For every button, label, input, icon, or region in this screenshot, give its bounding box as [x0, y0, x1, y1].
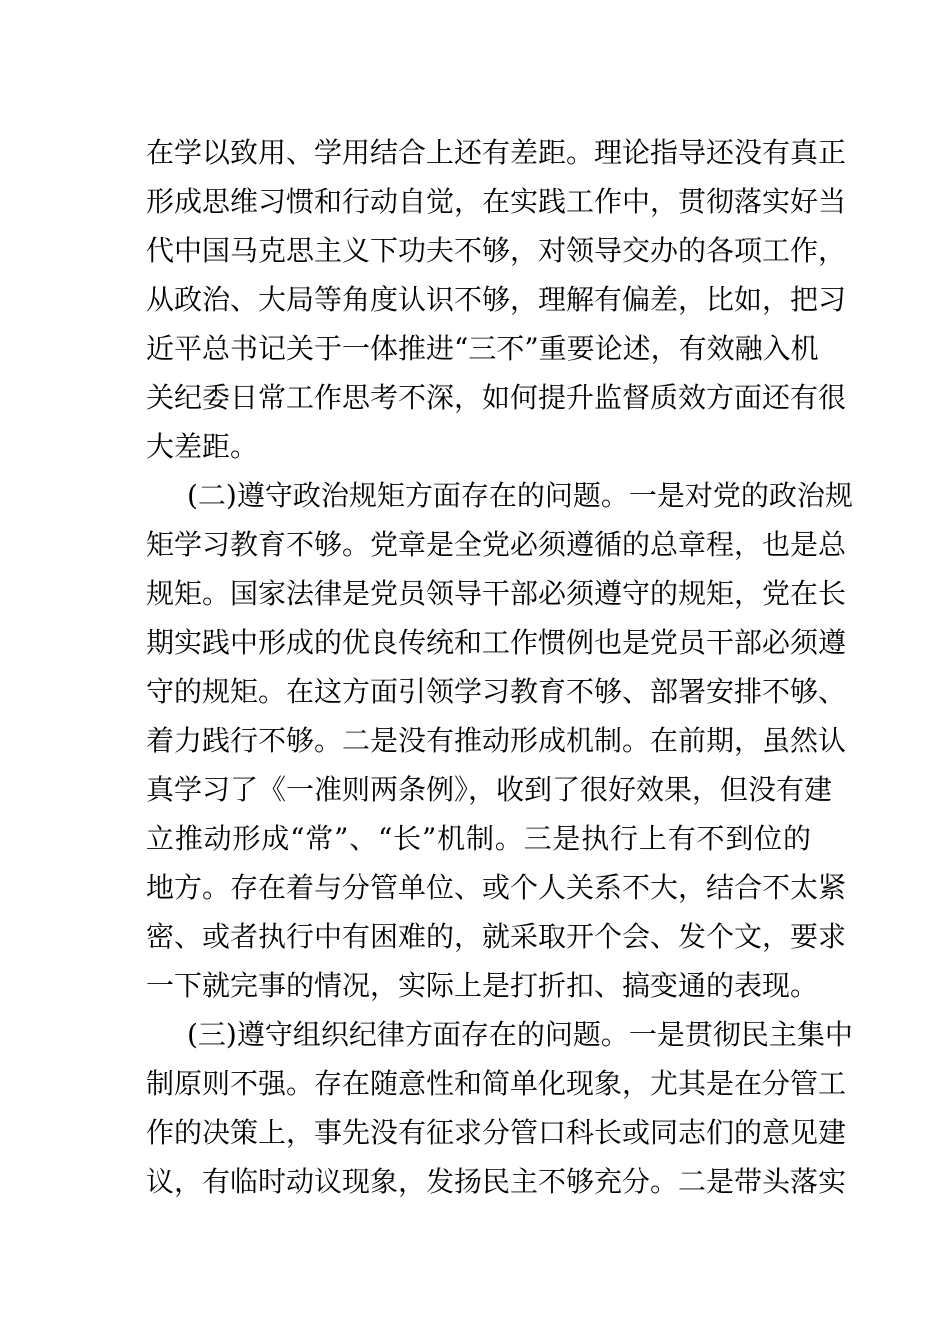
text-line: 大差距。: [146, 430, 259, 463]
text-line: 期实践中形成的优良传统和工作惯例也是党员干部必须遵: [146, 626, 847, 659]
text-line: 近平总书记关于一体推进“三不”重要论述，有效融入机: [146, 332, 819, 365]
text-line: 议，有临时动议现象，发扬民主不够充分。二是带头落实: [146, 1165, 847, 1198]
section-heading-line: (二)遵守政治规矩方面存在的问题。一是对党的政治规: [187, 479, 853, 512]
text-line: 立推动形成“常”、“长”机制。三是执行上有不到位的: [146, 822, 811, 855]
text-line: 形成思维习惯和行动自觉，在实践工作中，贯彻落实好当: [146, 185, 847, 218]
body-text: [146, 128, 853, 1206]
section-heading-line: (三)遵守组织纪律方面存在的问题。一是贯彻民主集中: [187, 1018, 853, 1051]
text-line: 代中国马克思主义下功夫不够，对领导交办的各项工作，: [146, 234, 847, 267]
text-line: 规矩。国家法律是党员领导干部必须遵守的规矩，党在长: [146, 577, 847, 610]
text-line: 地方。存在着与分管单位、或个人关系不大，结合不太紧: [146, 871, 847, 904]
text-line: 在学以致用、学用结合上还有差距。理论指导还没有真正: [146, 136, 847, 169]
text-line: 从政治、大局等角度认识不够，理解有偏差，比如，把习: [146, 283, 847, 316]
text-line: 守的规矩。在这方面引领学习教育不够、部署安排不够、: [146, 675, 847, 708]
text-line: 矩学习教育不够。党章是全党必须遵循的总章程，也是总: [146, 528, 847, 561]
text-line: 着力践行不够。二是没有推动形成机制。在前期，虽然认: [146, 724, 847, 757]
text-line: 关纪委日常工作思考不深，如何提升监督质效方面还有很: [146, 381, 847, 414]
text-line: 密、或者执行中有困难的，就采取开个会、发个文，要求: [146, 920, 847, 953]
text-line: 作的决策上，事先没有征求分管口科长或同志们的意见建: [146, 1116, 847, 1149]
text-line: 制原则不强。存在随意性和简单化现象，尤其是在分管工: [146, 1067, 847, 1100]
text-line: 真学习了《一准则两条例》，收到了很好效果，但没有建: [146, 773, 833, 806]
text-line: 一下就完事的情况，实际上是打折扣、搞变通的表现。: [146, 969, 819, 1002]
